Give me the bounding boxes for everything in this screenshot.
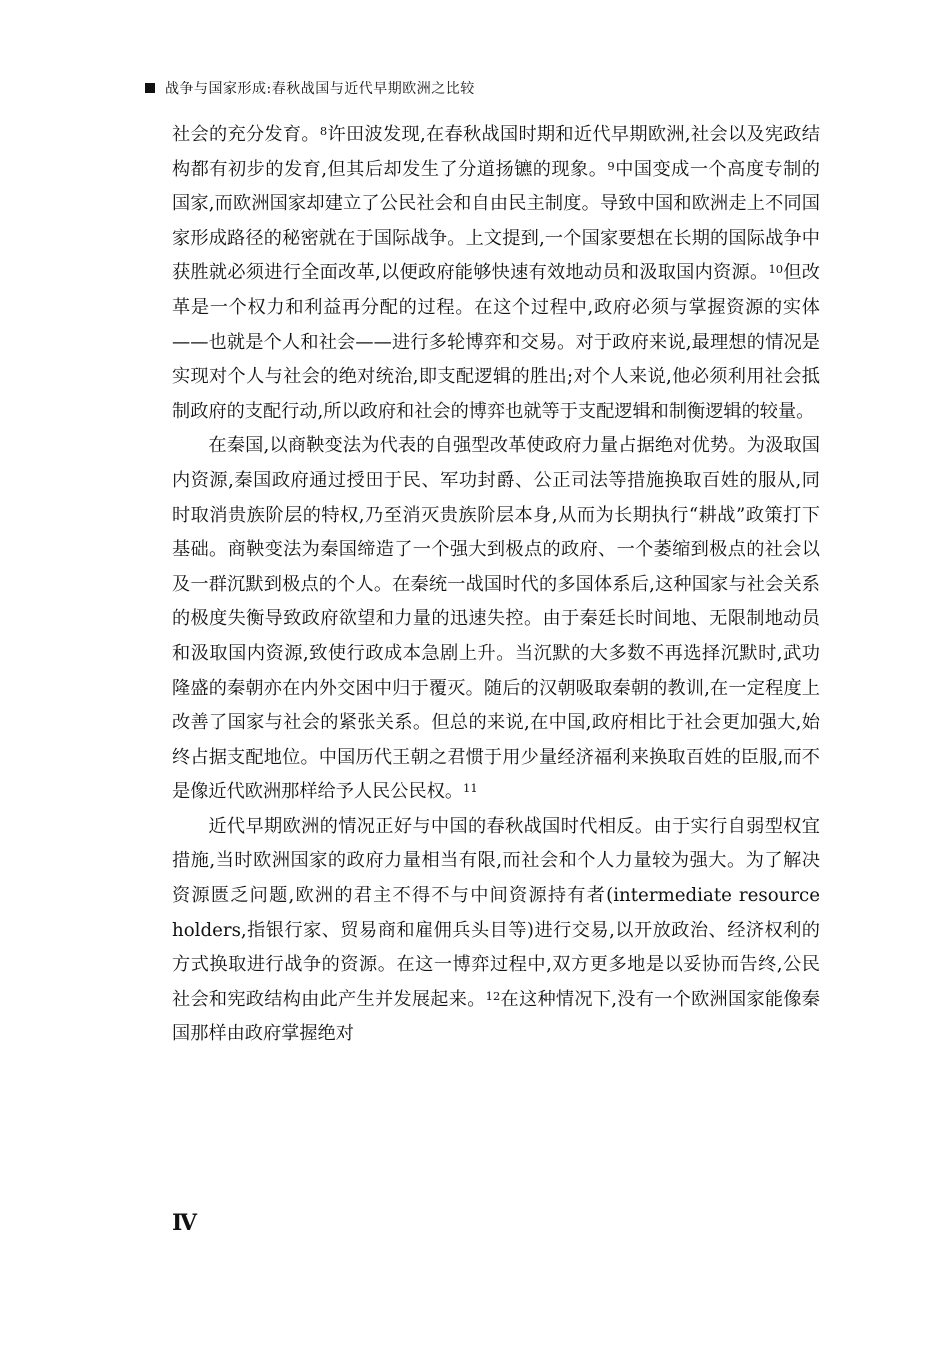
square-bullet-icon <box>145 83 155 93</box>
footnote-marker[interactable]: 10 <box>768 262 784 277</box>
footnote-marker[interactable]: 9 <box>607 158 615 173</box>
text-run: 近代早期欧洲的情况正好与中国的春秋战国时代相反。由于实行自弱型权宜措施,当时欧洲国家的政府力量相当有限,而社会和个人力量较为强大。为了解决资源匮乏问题,欧洲的君主不得不与中间资源持有者(intermediate resource holders,指银行家、贸易商和雇佣兵头目等)进行交易,以开放政治、经济权利的方式换取进行战争的资源。在这一博弈过程中,双方更多地是以妥协而告终,公民社会和宪政结构由此产生并发展起来。 <box>172 815 820 1010</box>
paragraph-1 <box>172 118 820 429</box>
footnote-marker[interactable]: 8 <box>319 124 328 138</box>
page-number: Ⅳ <box>172 1210 195 1236</box>
text-run: 中国变成一个高度专制的国家,而欧洲国家却建立了公民社会和自由民主制度。导致中国和欧洲走上不同国家形成路径的秘密就在于国际战争。上文提到,一个国家要想在长期的国际战争中获胜就必须进行全面改革,以便政府能够快速有效地动员和汲取国内资源。 <box>172 158 820 284</box>
text-run: 社会的充分发育。 <box>172 124 320 145</box>
footnote-marker[interactable]: 11 <box>463 781 478 796</box>
running-header <box>145 78 475 98</box>
text-run: 许田波发现,在春秋战国时期和近代早期欧洲,社会以及宪政结构都有初步的发育,但其后却发生了分道扬镳的现象。 <box>172 124 820 180</box>
body-text <box>172 118 820 1052</box>
footnote-marker[interactable]: 12 <box>485 988 501 1003</box>
paragraph-2 <box>172 429 820 810</box>
text-run: 在秦国,以商鞅变法为代表的自强型改革使政府力量占据绝对优势。为汲取国内资源,秦国政府通过授田于民、军功封爵、公正司法等措施换取百姓的服从,同时取消贵族阶层的特权,乃至消灭贵族阶层本身,从而为长期执行“耕战”政策打下基础。商鞅变法为秦国缔造了一个强大到极点的政府、一个萎缩到极点的社会以及一群沉默到极点的个人。在秦统一战国时代的多国体系后,这种国家与社会关系的极度失衡导致政府欲望和力量的迅速失控。由于秦廷长时间地、无限制地动员和汲取国内资源,致使行政成本急剧上升。当沉默的大多数不再选择沉默时,武功隆盛的秦朝亦在内外交困中归于覆灭。随后的汉朝吸取秦朝的教训,在一定程度上改善了国家与社会的紧张关系。但总的来说,在中国,政府相比于社会更加强大,始终占据支配地位。中国历代王朝之君惯于用少量经济福利来换取百姓的臣服,而不是像近代欧洲那样给予人民公民权。 <box>172 435 820 803</box>
text-run: 但改革是一个权力和利益再分配的过程。在这个过程中,政府必须与掌握资源的实体——也就是个人和社会——进行多轮博弈和交易。对于政府来说,最理想的情况是实现对个人与社会的绝对统治,即支配逻辑的胜出;对个人来说,他必须利用社会抵制政府的支配行动,所以政府和社会的博弈也就等于支配逻辑和制衡逻辑的较量。 <box>172 262 820 422</box>
paragraph-3 <box>172 810 820 1052</box>
running-header-title: 战争与国家形成:春秋战国与近代早期欧洲之比较 <box>165 81 475 97</box>
text-run: 在这种情况下,没有一个欧洲国家能像秦国那样由政府掌握绝对 <box>172 988 820 1045</box>
